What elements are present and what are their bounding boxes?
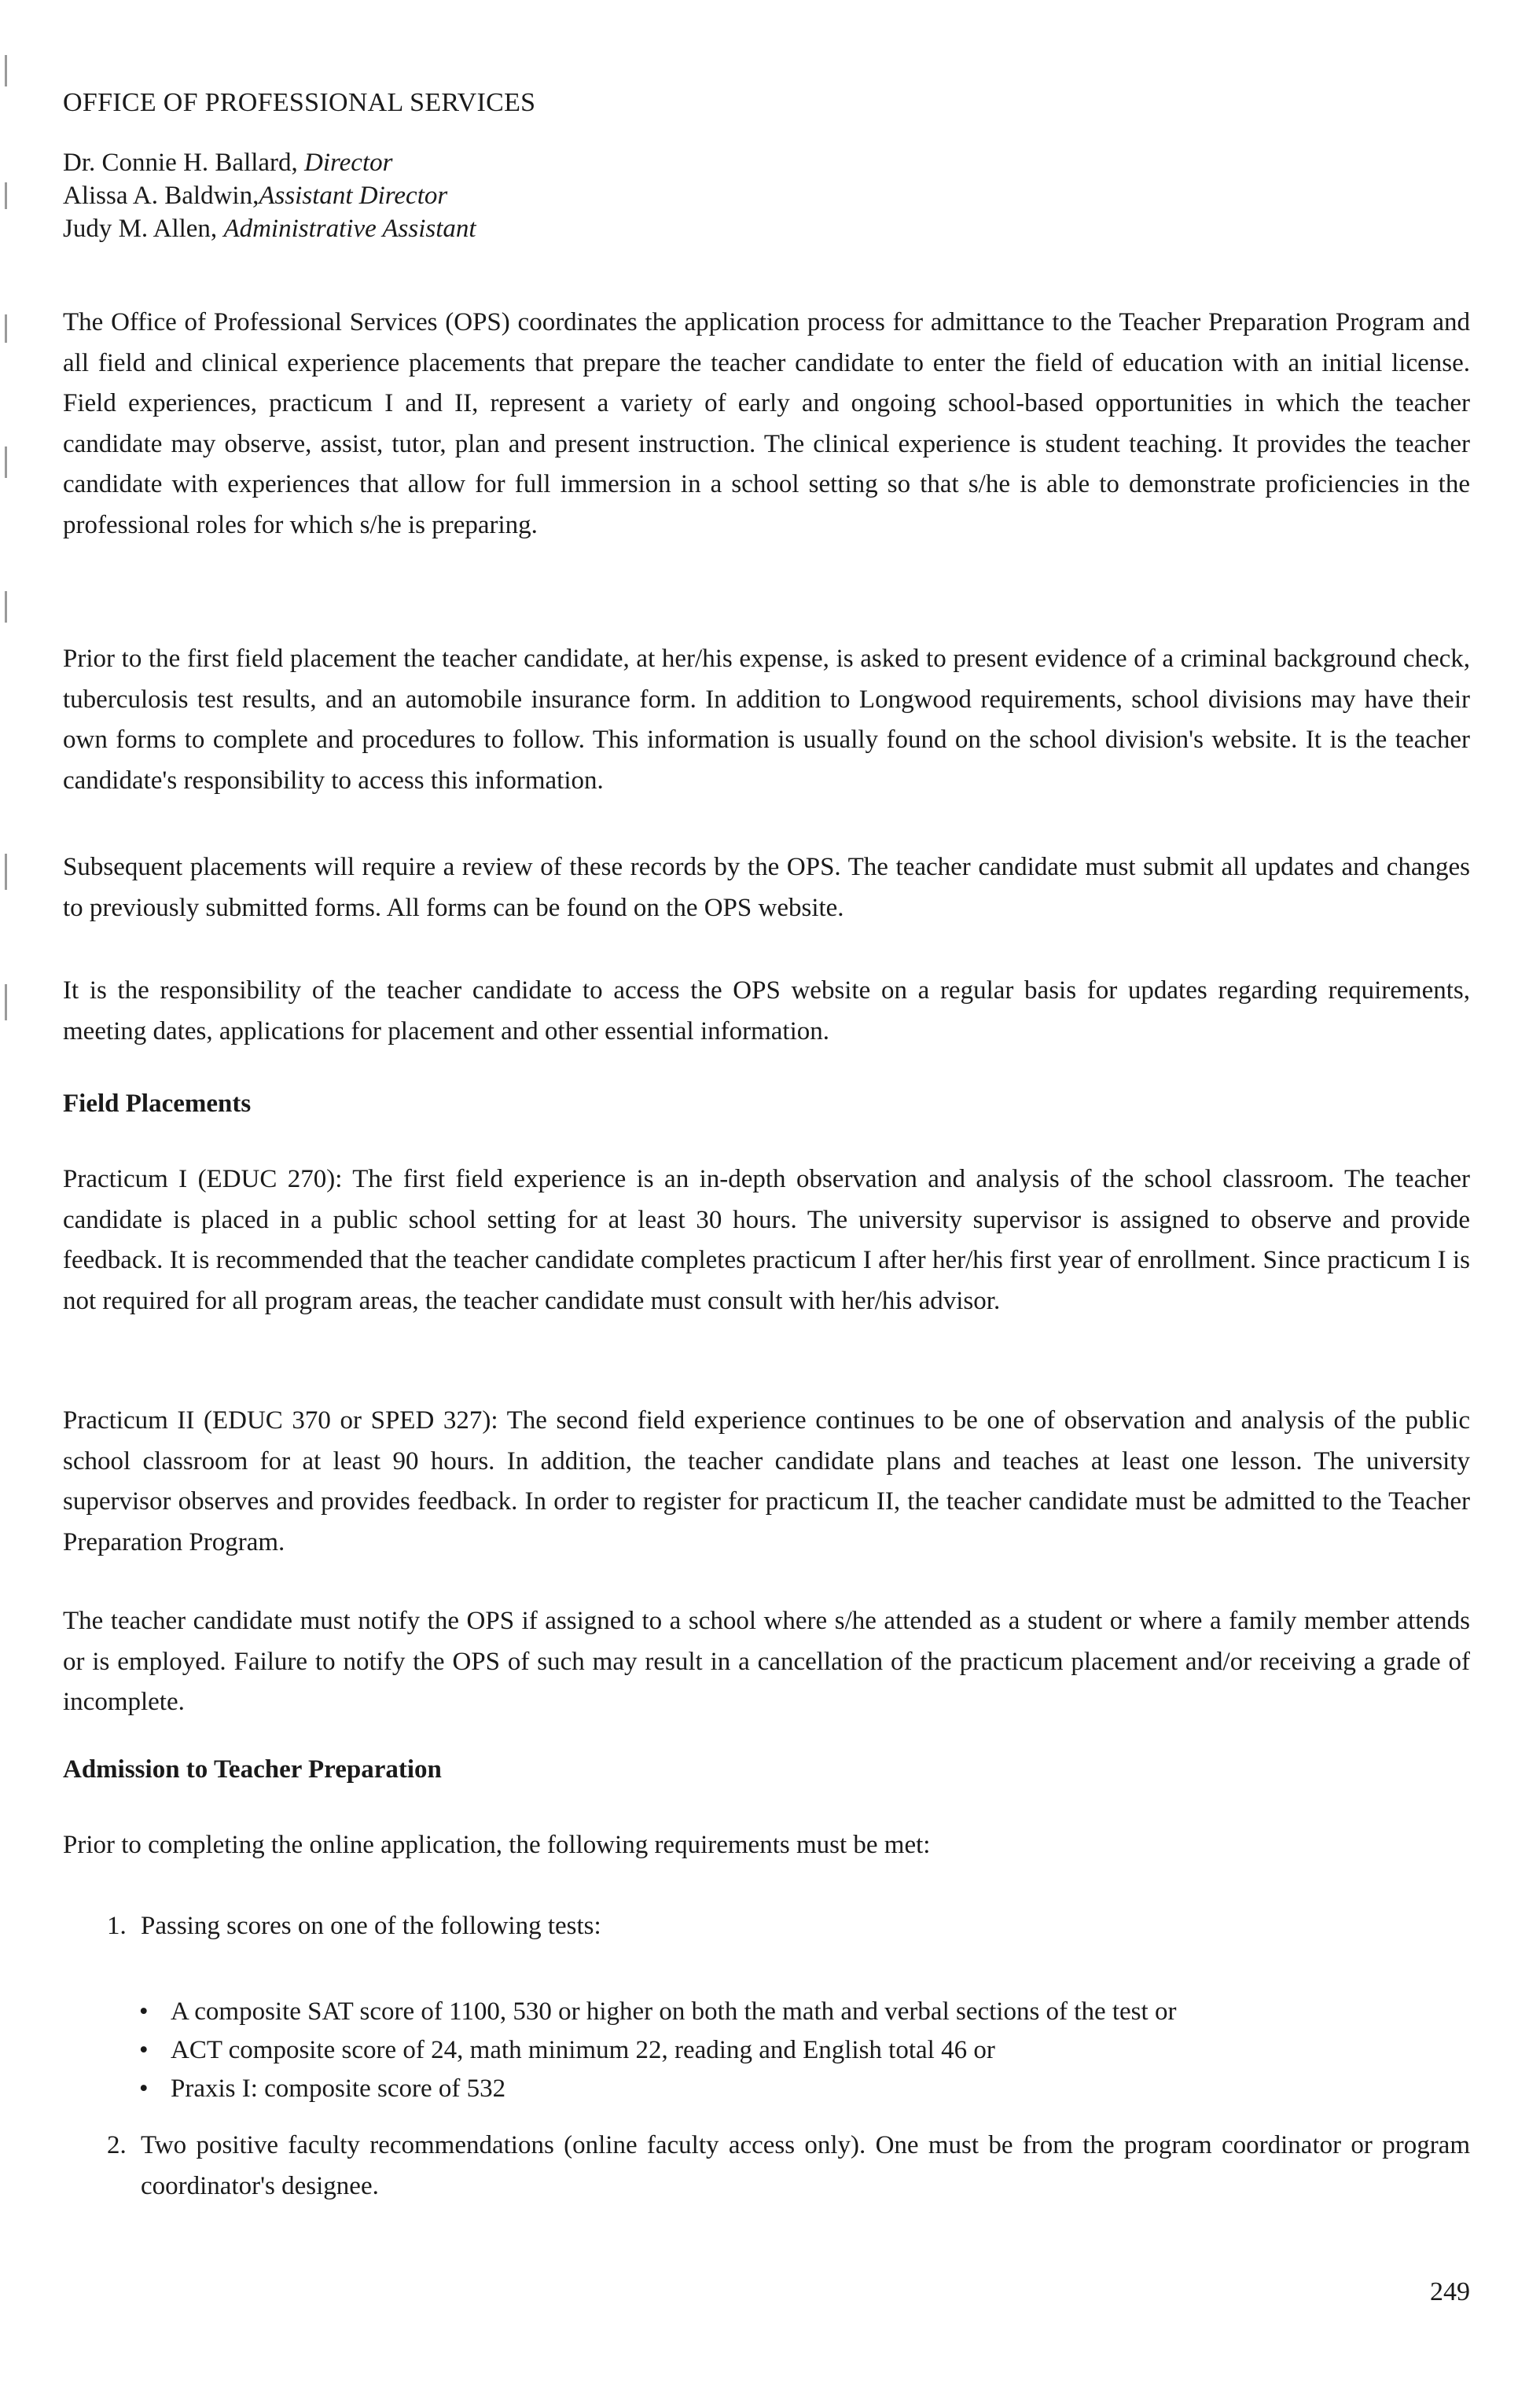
subsequent-paragraph: Subsequent placements will require a review of these records by the OPS. The teacher candidate must submit all updates and changes to previously submitted forms. All forms can be found on the OPS website. xyxy=(63,853,1470,922)
staff-administrative-assistant xyxy=(63,212,476,245)
requirement-number: 1. xyxy=(107,1912,127,1940)
requirement-number: 2. xyxy=(107,2131,127,2159)
staff-role: Assistant Director xyxy=(259,182,448,210)
requirement-text: Two positive faculty recommendations (online faculty access only). One must be from the program coordinator or program coordinator's designee. xyxy=(141,2131,1470,2200)
staff-director xyxy=(63,146,476,179)
admission-intro: Prior to completing the online application, the following requirements must be met: xyxy=(63,1831,931,1859)
document-page xyxy=(63,0,1470,2385)
staff-name: Judy M. Allen, xyxy=(63,215,224,243)
staff-list xyxy=(63,146,476,245)
responsibility-paragraph: It is the responsibility of the teacher candidate to access the OPS website on a regular basis for updates regarding requirements, meeting dates, applications for placement and other essential information. xyxy=(63,976,1470,1046)
test-act: • ACT composite score of 24, math minimum 22, reading and English total 46 or xyxy=(138,2031,1176,2070)
staff-name: Dr. Connie H. Ballard, xyxy=(63,149,305,177)
notify-paragraph: The teacher candidate must notify the OPS if assigned to a school where s/he attended as a student or where a family member attends or is employed. Failure to notify the OPS of such may result in a cancellation of the practicum placement and/or receiving a grade of incomplete. xyxy=(63,1607,1470,1716)
office-title: OFFICE OF PROFESSIONAL SERVICES xyxy=(63,88,536,117)
requirement-item xyxy=(107,1906,1470,1947)
staff-role: Administrative Assistant xyxy=(223,215,476,243)
prior-field-paragraph: Prior to the first field placement the teacher candidate, at her/his expense, is asked to present evidence of a criminal background check, tuberculosis test results, and an automobile insurance form. In addition to Longwood requirements, school divisions may have their own forms to complete and procedures to follow. This information is usually found on the school division's website. It is the teacher candidate's responsibility to access this information. xyxy=(63,645,1470,795)
requirement-item xyxy=(107,2126,1470,2207)
test-sat: • A composite SAT score of 1100, 530 or higher on both the math and verbal sections of the test or xyxy=(138,1993,1176,2031)
test-score-list xyxy=(138,1993,1176,2108)
requirement-text: Passing scores on one of the following tests: xyxy=(141,1912,601,1940)
intro-paragraph: The Office of Professional Services (OPS) coordinates the application process for admittance to the Teacher Preparation Program and all field and clinical experience placements that prepare the teacher candidate to enter the field of education with an initial license. Field experiences, practicum I and II, represent a variety of early and ongoing school-based opportunities in which the teacher candidate may observe, assist, tutor, plan and present instruction. The clinical experience is student teaching. It provides the teacher candidate with experiences that allow for full immersion in a school setting so that s/he is able to demonstrate proficiencies in the professional roles for which s/he is preparing. xyxy=(63,308,1470,539)
practicum-1-paragraph: Practicum I (EDUC 270): The first field experience is an in-depth observation and analysis of the school classroom. The teacher candidate is placed in a public school setting for at least 30 hours. The university supervisor is assigned to observe and provide feedback. It is recommended that the teacher candidate completes practicum I after her/his first year of enrollment. Since practicum I is not required for all program areas, the teacher candidate must consult with her/his advisor. xyxy=(63,1165,1470,1315)
staff-role: Director xyxy=(304,149,393,177)
admission-heading: Admission to Teacher Preparation xyxy=(63,1755,442,1784)
staff-name: Alissa A. Baldwin, xyxy=(63,182,259,210)
staff-assistant-director xyxy=(63,179,476,212)
field-placements-heading: Field Placements xyxy=(63,1090,252,1118)
practicum-2-paragraph: Practicum II (EDUC 370 or SPED 327): The second field experience continues to be one of observation and analysis of the public school classroom for at least 90 hours. In addition, the teacher candidate plans and teaches at least one lesson. The university supervisor observes and provides feedback. In order to register for practicum II, the teacher candidate must be admitted to the Teacher Preparation Program. xyxy=(63,1406,1470,1556)
page-number: 249 xyxy=(1430,2277,1470,2306)
test-praxis: • Praxis I: composite score of 532 xyxy=(138,2070,1176,2108)
